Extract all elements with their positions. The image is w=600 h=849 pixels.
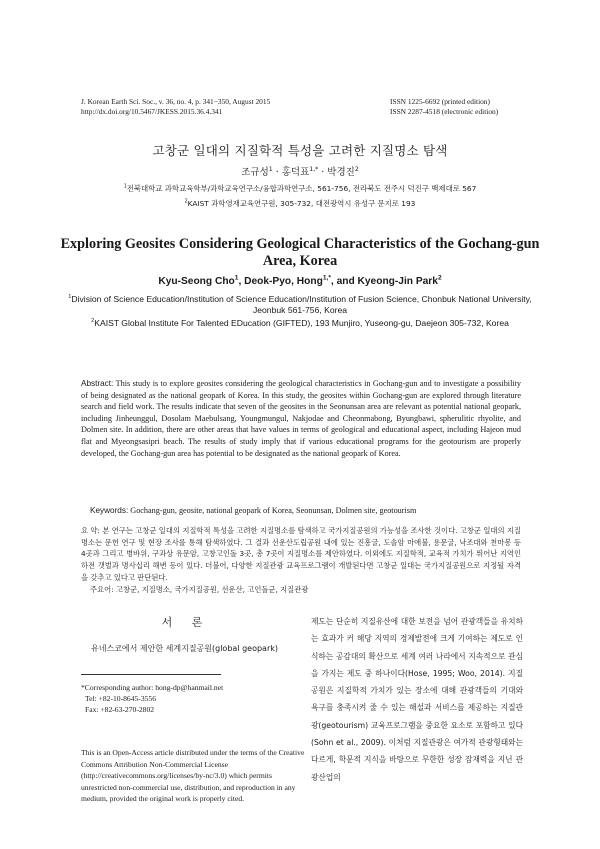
doi-link[interactable]: http://dx.doi.org/10.5467/JKESS.2015.36.4.341 xyxy=(81,107,223,116)
korean-abstract-text: 본 연구는 고창군 일대의 지질학적 특성을 고려한 지질명소를 탐색하고 국가지질공원의 가능성을 조사한 것이다. 고창군 일대의 지질명소는 문헌 연구 및 현장 조사를 통해 탐색하였다. 그 결과 선운산도립공원 내에 있는 진흥굴, 도솔암 마애불, 용문굴, 낙조대와 천마봉 등 4곳과 그리고 병바위, 구과상 유문암, 고창고인돌 3곳, 총 7곳이 지질명소를 제안하였다. 이외에도 지질학적, 교육적 가치가 뛰어난 지역인 하전 갯벌과 명사십리 해변 등이 있다. 더불어, 다양한 지질관광 교육프로그램이 개발된다면 고창군 일대는 국가지질공원으로 지정될 자격을 갖추고 있다고 판단된다. xyxy=(81,526,521,582)
sup: 1 xyxy=(268,165,273,173)
open-access-notice: This is an Open-Access article distributed under the terms of the Creative Commons Attribution Non-Commercial License (http://creativecommons.org/licenses/by-nc/3.0) which permits unrestricted non-commercial use, distribution, and reproduction in any medium, provided the original work is properly cited. xyxy=(81,748,305,803)
corresponding-author: *Corresponding author: hong-dp@hanmail.net xyxy=(81,683,224,692)
sup: 2 xyxy=(91,318,95,325)
aff-text: KAIST Global Institute For Talented EDucation (GIFTED), 193 Munjiro, Yuseong-gu, Daejeon 305-732, Korea xyxy=(94,318,509,328)
korean-abstract-label: 요 약: xyxy=(81,526,100,535)
keywords xyxy=(90,506,520,515)
sup: 1 xyxy=(123,184,127,190)
korean-keywords-text: 고창군, 지질명소, 국가지질공원, 선운산, 고인돌군, 지질관광 xyxy=(113,585,309,594)
tel: Tel: +82-10-8645-3556 xyxy=(85,694,157,704)
korean-title: 고창군 일대의 지질학적 특성을 고려한 지질명소 탐색 xyxy=(152,143,448,158)
sep: · xyxy=(318,167,328,178)
intro-paragraph-right: 제도는 단순히 지질유산에 대한 보전을 넘어 관광객들을 유치하는 효과가 커 해당 지역의 경제발전에 크게 기여하는 제도로 인식하는 공감대의 확산으로 세계 여러 나라에서 지속적으로 관심을 가지는 제도 중 하나이다(Hose, 1995; Woo, 2014). 지질공원은 지질학적 가치가 있는 장소에 대해 관광객들의 기대와 욕구를 충족시켜 줄 수 있는 해설과 서비스를 제공하는 지질관광(geotourism) 교육프로그램을 중요한 요소로 포함하고 있다(Sohn et al., 2009). 이처럼 지질관광은 여가적 관광형태와는 다르게, 학문적 지식을 바탕으로 무한한 성장 잠재력을 지닌 관광산업의 xyxy=(311,617,523,782)
english-author-2: Deok-Pyo, Hong xyxy=(244,276,323,287)
korean-author-3: 박경진 xyxy=(327,167,355,178)
issn-block xyxy=(390,97,530,117)
correspondence-footnote xyxy=(81,682,301,716)
section-heading: 서 론 xyxy=(161,616,211,629)
korean-abstract xyxy=(81,525,521,584)
english-author-3: Kyeong-Jin Park xyxy=(357,276,438,287)
english-author-1: Kyu-Seong Cho xyxy=(158,276,235,287)
issn-print: ISSN 1225-6692 (printed edition) xyxy=(390,97,490,106)
korean-affiliation-2 xyxy=(40,198,560,209)
aff-text: KAIST 과학영재교육연구원, 305-732, 대전광역시 유성구 문지로 193 xyxy=(187,199,416,208)
journal-line: J. Korean Earth Sci. Soc., v. 36, no. 4, p. 341−350, August 2015 xyxy=(81,97,271,106)
sup: 2 xyxy=(184,199,188,205)
keywords-text: Gochang-gun, geosite, national geopark of Korea, Seonunsan, Dolmen site, geotourism xyxy=(128,506,417,515)
abstract-text: This study is to explore geosites considering the geological characteristics in Gochang-gun and to investigate a possibility of being designated as the national geopark of Korea. In this study, the geosites within Gochang-gun are explored through literature search and field work. The results indicate that seven of the geosites in the Seonunsan area are relevant as potential national geopark, including Jinheunggul, Dosolam Maebulsang, Youngmungul, Nakjodae and Cheonmabong, Byungbawi, spherulitic rhyolite, and Dolmen site. In addition, there are other areas that have values in terms of geological and educational aspect, including Hajeon mud flat and Myeongsasipri beach. The results of study imply that if various educational programs for the geotourism are properly developed, the Gochang-gun area has potential to be designated as the national geopark of Korea. xyxy=(81,379,521,458)
korean-keywords xyxy=(90,585,520,595)
sup: 2 xyxy=(354,165,359,173)
issn-electronic: ISSN 2287-4518 (electronic edition) xyxy=(390,107,499,116)
sup: 1,* xyxy=(322,274,331,282)
english-authors xyxy=(0,276,600,287)
keywords-label: Keywords: xyxy=(90,506,129,515)
korean-keywords-label: 주요어: xyxy=(90,585,114,594)
sup: 1 xyxy=(234,274,239,282)
aff-text: Division of Science Education/Institution of Science Education/Institution of Fusion Science, Chonbuk National University, Jeonbuk 561-756, Korea xyxy=(71,294,532,315)
sup: 2 xyxy=(437,274,442,282)
sup: 1 xyxy=(68,294,72,301)
korean-affiliation-1 xyxy=(40,183,560,194)
journal-citation xyxy=(81,97,361,117)
sep: · xyxy=(272,167,282,178)
sup: 1,* xyxy=(309,165,319,173)
english-title: Exploring Geosites Considering Geological Characteristics of the Gochang-gun Area, Korea xyxy=(60,236,540,269)
korean-author-2: 홍덕표 xyxy=(281,167,310,178)
korean-authors xyxy=(0,164,600,178)
sep: , xyxy=(238,276,245,287)
intro-paragraph-left: 유네스코에서 제안한 세계지질공원(global geopark) xyxy=(91,644,278,653)
abstract xyxy=(81,378,521,459)
sep: , and xyxy=(330,276,358,287)
fax: Fax: +82-63-270-2802 xyxy=(85,705,155,715)
footnote-divider xyxy=(81,674,221,675)
english-affiliation-1 xyxy=(60,294,540,316)
english-affiliation-2 xyxy=(60,318,540,329)
korean-author-1: 조규성 xyxy=(241,167,269,178)
abstract-label: Abstract: xyxy=(81,379,114,388)
aff-text: 전북대학교 과학교육학부/과학교육연구소/융합과학연구소, 561-756, 전라북도 전주시 덕진구 백제대로 567 xyxy=(126,184,477,193)
